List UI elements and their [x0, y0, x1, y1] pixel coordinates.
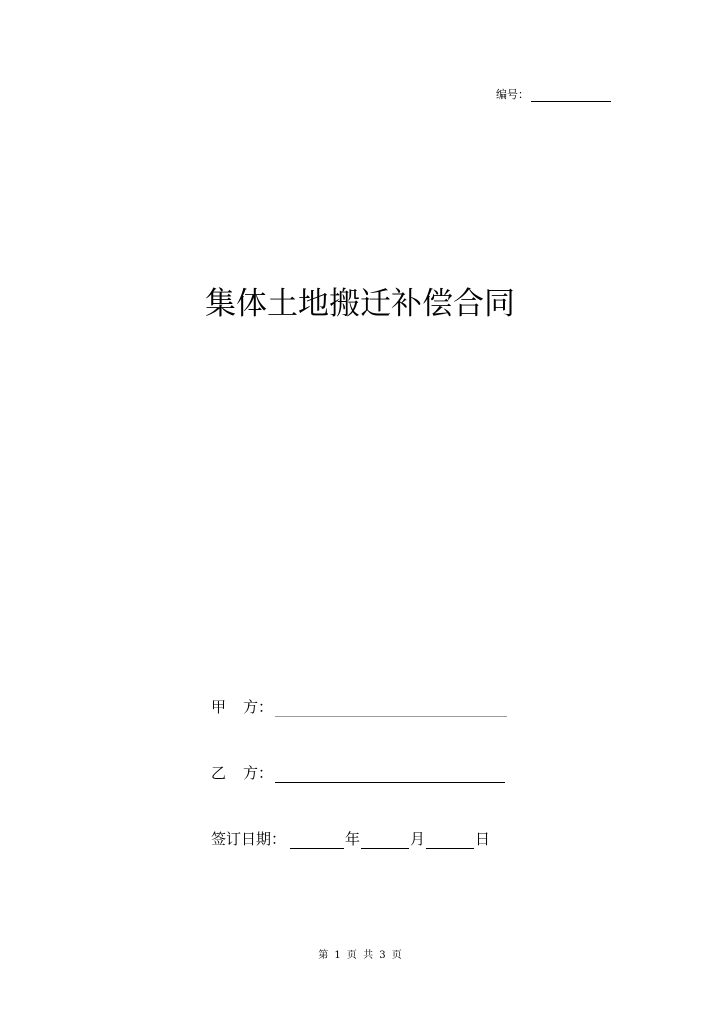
signing-date-field [211, 828, 490, 849]
party-b-blank[interactable] [275, 766, 505, 783]
day-blank[interactable] [426, 832, 474, 849]
page-footer: 第 1 页 共 3 页 [318, 950, 402, 961]
party-a-label-second: 方： [243, 698, 274, 716]
party-b-field [211, 762, 505, 783]
year-label: 年 [345, 830, 361, 848]
signing-date-label: 签订日期： [211, 830, 287, 848]
party-b-label-second: 方： [243, 764, 274, 782]
day-label: 日 [475, 830, 491, 848]
party-a-label-first: 甲 [211, 698, 227, 716]
party-a-field [211, 696, 507, 717]
month-blank[interactable] [361, 832, 409, 849]
party-b-label-first: 乙 [211, 764, 227, 782]
party-a-blank[interactable] [275, 700, 507, 717]
serial-number-field [496, 86, 611, 102]
year-blank[interactable] [290, 832, 344, 849]
month-label: 月 [410, 830, 426, 848]
serial-number-label: 编号： [496, 88, 529, 101]
document-title: 集体土地搬迁补偿合同 [205, 286, 515, 322]
serial-number-blank[interactable] [531, 89, 611, 102]
